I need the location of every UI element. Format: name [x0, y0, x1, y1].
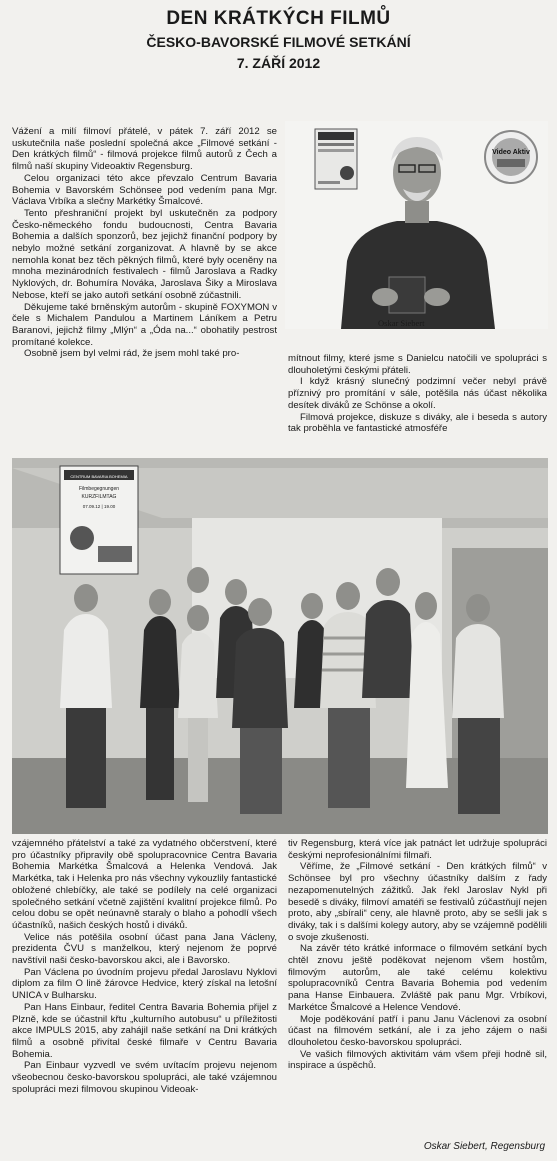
paragraph: Věříme, že „Filmové setkání - Den krátkých filmů“ v Schönsee byl pro všechny účastníky dalším z řady nezapomenutelných zážitků. Jak řekl Jaroslav Nykl při besedě s diváky, filmoví amatéři se festivalů zúčastňují nejen proto, aby „sbírali“ ceny, ale hlavně proto, aby se sešli jak s diváky, tak i s dalšími kolegy autory, aby se vzájemně podělili o svoje zkušenosti.	[288, 861, 547, 943]
paragraph: mítnout filmy, které jsme s Danielcu natočili ve spolupráci s dlouholetými českými přáteli.	[288, 353, 547, 376]
text-column-1	[12, 126, 277, 360]
paragraph: Vážení a milí filmoví přátelé, v pátek 7. září 2012 se uskutečnila naše poslední společná akce „Filmové setkání - Den krátkých filmů“ - filmová projekce filmů autorů z Čech a filmů naší skupiny Videoaktiv Regensburg.	[12, 126, 277, 173]
svg-text:Filmbegegnungen: Filmbegegnungen	[78, 486, 120, 492]
group-photo	[12, 458, 548, 834]
event-poster	[60, 466, 138, 574]
paragraph: Pan Einbaur vyzvedl ve svém uvítacím projevu nejenom všeobecnou česko-bavorskou spolupráci, ale také vzájemnou spolupráci mezi filmovou skupinou Videoak-	[12, 1060, 277, 1095]
paragraph: tiv Regensburg, která více jak patnáct let udržuje spolupráci českými neprofesionálními filmaři.	[288, 838, 547, 861]
paragraph: Pan Václena po úvodním projevu předal Jaroslavu Nyklovi diplom za film O lině žárovce Hedvice, který získal na letošní UNICA v Bulharsku.	[12, 966, 277, 1002]
paragraph: Velice nás potěšila osobní účast pana Jana Václeny, prezidenta ČVU s manželkou, který nejenom že poprvé navštívil naši česko-bavorskou akci, ale i Bavorsko.	[12, 931, 277, 967]
paragraph: Ve vašich filmových aktivitám vám všem přeji hodně sil, inspirace a úspěchů.	[288, 1048, 547, 1072]
paragraph: Děkujeme také brněnským autorům - skupině FOXYMON v čele s Michalem Pandulou a Martinem Láníkem a Petru Baranovi, jejichž filmy „Mlýn“ a „Óda na...“ obohatily pestrost promítané kolekce.	[12, 301, 277, 348]
film-poster	[315, 129, 357, 189]
paragraph: Osobně jsem byl velmi rád, že jsem mohl také pro-	[24, 348, 240, 360]
paragraph: I když krásný slunečný podzimní večer nebyl právě příznivý pro promítání v sále, potěšila nás účast několika desítek diváků ze Schönse a okolí.	[288, 376, 547, 411]
paragraph: Pan Hans Einbaur, ředitel Centra Bavaria Bohemia přijel z Plzně, kde se účastnil křtu „kulturního autobusu“ u příležitosti akce IMPULS 2015, aby zahájil naše setkání na Dni krátkých filmů a osobně přivítal české filmaře v Centru Bavaria Bohemia.	[12, 1001, 277, 1060]
svg-text:CENTRUM BAVARIA BOHEMIA: CENTRUM BAVARIA BOHEMIA	[70, 474, 128, 479]
paragraph: Filmová projekce, diskuze s diváky, ale i beseda s autory tak proběhla ve fantastické atmosféře	[288, 411, 547, 435]
paragraph: vzájemného přátelství a také za vydatného občerstvení, které pro účastníky připravily obě spolupracovnice Centra Bavaria Bohemia Markétka Šmalcová a Helenka Vendová. Jak Markétka, tak i Helenka pro nás všechny vykouzlily fantastické obložené chlebíčky, ale také se podílely na celé organizaci společného setkání včetně zajištění kvalitní projekce filmů. Po celou dobu se opět neúnavně staraly o blaho a pohodlí všech účastníků, našich českých hostů i diváků.	[12, 838, 278, 931]
svg-text:Video Aktiv: Video Aktiv	[492, 149, 530, 156]
text-column-2	[288, 353, 547, 435]
article-title: DEN KRÁTKÝCH FILMŮ	[166, 8, 391, 29]
svg-text:07.09.12 | 19.00: 07.09.12 | 19.00	[82, 504, 116, 509]
article-date: 7. ZÁŘÍ 2012	[236, 55, 321, 71]
photo-caption: Oskar Siebert	[378, 318, 425, 328]
portrait-photo	[285, 121, 548, 329]
paragraph: Moje poděkování patří i panu Janu Václenovi za osobní účast na filmovém setkání, ale i za jeho zájem o naši dlouholetou česko-bavorskou spolupráci.	[288, 1013, 547, 1048]
article-subtitle: ČESKO-BAVORSKÉ FILMOVÉ SETKÁNÍ	[146, 34, 411, 50]
paragraph: Na závěr této krátké informace o filmovém setkání bych chtěl znovu ještě poděkovat nejenom všem hostům, filmovým autorům, ale také celému kolektivu spolupracovníků Centra Bavaria Bohemia pod vedením pana Hanse Einbauera. Zvláště pak panu Mgr. Vrbíkovi, Markétce Šmalcové a Helence Vendové.	[288, 943, 547, 1013]
video-aktiv-logo	[485, 131, 537, 183]
paragraph: Celou organizaci této akce převzalo Centrum Bavaria Bohemia v Bavorském Schönsee pod vedením pana Mgr. Václava Vrbíka a slečny Markétky Šmalcové.	[12, 172, 277, 208]
paragraph: Tento přeshraniční projekt byl uskutečněn za podpory Česko-německého fondu budoucnosti, Centra Bavaria Bohemia a dalších sponzorů, bez jejichž finanční podpory by nebylo možné setkání zorganizovat. A hlavně by se akce nemohla konat bez těch pěkných filmů, které byly oceněny na mnoha mezinárodních festivalech - filmů Jaroslava a Radky Nyklových, dr. Bohumíra Nováka, Jaroslava Šiky a Miroslava Nebose, kteří se jako autoři setkání osobně zúčastnili.	[12, 207, 277, 301]
text-column-4	[288, 838, 547, 1072]
svg-text:KURZFILMTAG: KURZFILMTAG	[81, 494, 117, 500]
text-column-3	[12, 838, 277, 1095]
author-signature: Oskar Siebert, Regensburg	[423, 1141, 545, 1152]
